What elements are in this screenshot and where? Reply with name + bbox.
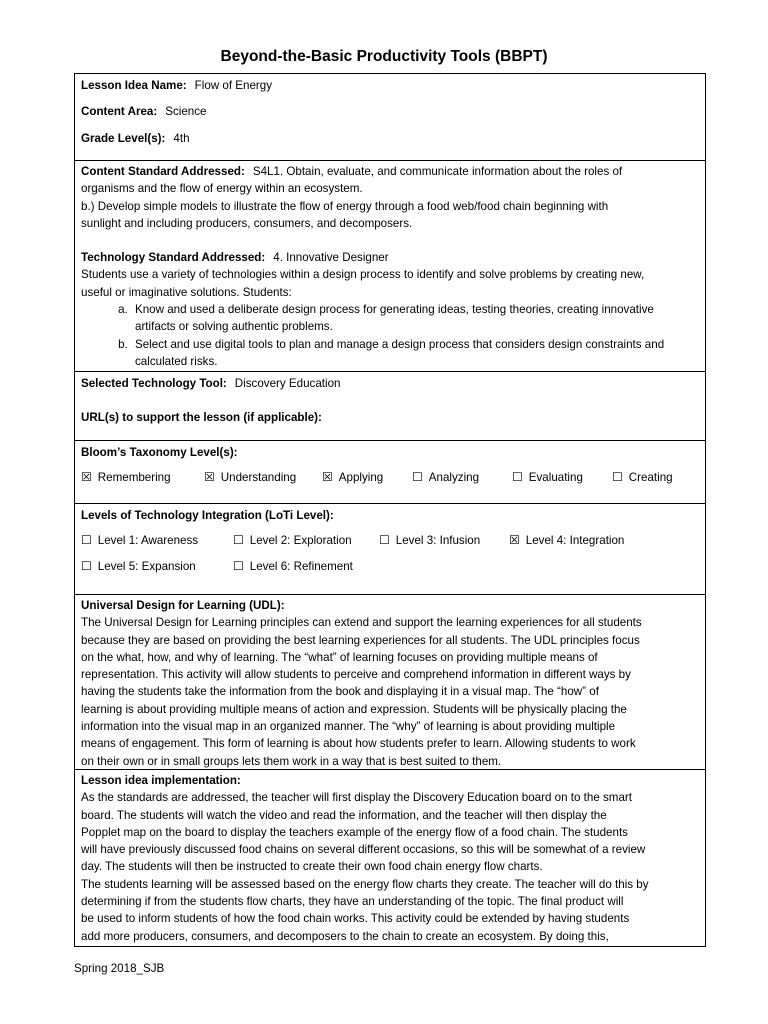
checkbox-evaluating[interactable] <box>512 469 612 486</box>
tech-standard-value: 4. Innovative Designer <box>273 251 389 265</box>
checkbox-empty-icon: ☐ <box>379 533 390 548</box>
checkbox-empty-icon: ☐ <box>233 533 244 548</box>
grade-value: 4th <box>173 131 190 145</box>
checkbox-label: Level 3: Infusion <box>395 534 481 548</box>
checkbox-level-5[interactable] <box>81 558 233 575</box>
content-standard-b-line: sunlight and including producers, consumers, and decomposers. <box>81 216 413 230</box>
implementation-line: As the standards are addressed, the teacher will first display the Discovery Education board on to the smart <box>81 791 632 805</box>
checkbox-checked-icon: ☒ <box>81 470 92 485</box>
content-standard-label: Content Standard Addressed: <box>81 165 245 178</box>
checkbox-label: Level 6: Refinement <box>249 559 353 573</box>
checkbox-label: Understanding <box>220 471 297 485</box>
loti-options-row-2 <box>81 558 699 575</box>
implementation-line: be used to inform students of how the food chain works. This activity could be extended by having students <box>81 912 630 926</box>
checkbox-empty-icon: ☐ <box>233 558 244 573</box>
content-standard-line: S4L1. Obtain, evaluate, and communicate information about the roles of <box>252 165 623 178</box>
lesson-info-cell <box>75 74 705 161</box>
implementation-line: Popplet map on the board to display the teachers example of the energy flow of a food chain. The students <box>81 825 628 839</box>
checkbox-empty-icon: ☐ <box>81 533 92 548</box>
list-item-line: Know and used a deliberate design process for generating ideas, testing theories, creating innovative <box>135 303 654 317</box>
content-standard-line: organisms and the flow of energy within an ecosystem. <box>81 182 363 196</box>
blooms-cell <box>75 441 705 504</box>
list-item-line: artifacts or solving authentic problems. <box>135 320 333 334</box>
checkbox-label: Analyzing <box>428 471 480 485</box>
tech-standard-list <box>81 301 699 370</box>
implementation-line: day. The students will then be instructed to create their own food chain energy flow charts. <box>81 860 543 874</box>
checkbox-checked-icon: ☒ <box>322 470 333 485</box>
page-title: Beyond-the-Basic Productivity Tools (BBPT) <box>220 48 548 65</box>
blooms-options <box>81 469 699 486</box>
udl-line: representation. This activity will allow students to perceive and comprehend information in different ways by <box>81 668 631 682</box>
udl-line: information into the visual map in an organized manner. The “why” of learning is about providing multiple <box>81 720 616 734</box>
implementation-line: The students learning will be assessed based on the energy flow charts they create. The teacher will do this by <box>81 877 649 891</box>
lesson-table <box>74 73 706 947</box>
checkbox-creating[interactable] <box>612 469 673 486</box>
checkbox-label: Applying <box>338 471 384 485</box>
checkbox-label: Remembering <box>97 471 171 485</box>
checkbox-checked-icon: ☒ <box>204 470 215 485</box>
checkbox-checked-icon: ☒ <box>509 533 520 548</box>
checkbox-label: Level 2: Exploration <box>249 534 352 548</box>
url-label: URL(s) to support the lesson (if applicable): <box>81 411 322 425</box>
checkbox-analyzing[interactable] <box>412 469 512 486</box>
tech-standard-label: Technology Standard Addressed: <box>81 251 266 265</box>
checkbox-empty-icon: ☐ <box>612 470 623 485</box>
checkbox-remembering[interactable] <box>81 469 204 486</box>
list-item <box>131 336 699 371</box>
list-item-line: calculated risks. <box>135 354 218 368</box>
blooms-label: Bloom’s Taxonomy Level(s): <box>81 446 238 459</box>
loti-cell <box>75 504 705 595</box>
udl-line: on their own or in small groups lets them work in a way that is best suited to them. <box>81 754 502 768</box>
checkbox-level-2[interactable] <box>233 532 379 549</box>
checkbox-empty-icon: ☐ <box>512 470 523 485</box>
udl-line: because they are based on providing the best learning experiences for all students. The UDL principles focus <box>81 633 640 647</box>
tool-label: Selected Technology Tool: <box>81 377 227 390</box>
content-area-value: Science <box>165 105 207 119</box>
checkbox-level-4[interactable] <box>509 532 624 549</box>
checkbox-level-1[interactable] <box>81 532 233 549</box>
loti-options-row-1 <box>81 532 699 549</box>
checkbox-label: Level 4: Integration <box>525 534 625 548</box>
udl-line: The Universal Design for Learning principles can extend and support the learning experiences for all students <box>81 616 642 630</box>
udl-label: Universal Design for Learning (UDL): <box>81 599 285 612</box>
checkbox-empty-icon: ☐ <box>412 470 423 485</box>
implementation-label: Lesson idea implementation: <box>81 774 241 787</box>
content-standard-b-line: b.) Develop simple models to illustrate the flow of energy through a food web/food chain beginning with <box>81 199 609 213</box>
technology-tool-cell <box>75 372 705 441</box>
udl-cell <box>75 595 705 770</box>
page-footer: Spring 2018_SJB <box>74 962 165 975</box>
tech-standard-line: useful or imaginative solutions. Students: <box>81 285 292 299</box>
udl-line: on the what, how, and why of learning. The “what” of learning focuses on providing multiple means of <box>81 650 598 664</box>
content-area-label: Content Area: <box>81 105 158 119</box>
checkbox-label: Evaluating <box>528 471 583 485</box>
udl-line: means of engagement. This form of learning is about how students prefer to learn. Allowing students to work <box>81 737 636 751</box>
implementation-line: board. The students will watch the video and read the information, and the teacher will then display the <box>81 808 607 822</box>
udl-line: learning is about providing multiple means of action and expression. Students will be physically placing the <box>81 702 627 716</box>
tool-value: Discovery Education <box>234 377 341 390</box>
checkbox-applying[interactable] <box>322 469 412 486</box>
tech-standard-line: Students use a variety of technologies within a design process to identify and solve problems by creating new, <box>81 268 645 282</box>
implementation-line: determining if from the students flow charts, they have an understanding of the topic. The final product will <box>81 895 624 909</box>
idea-name-value: Flow of Energy <box>194 79 272 92</box>
implementation-line: add more producers, consumers, and decomposers to the chain to create an ecosystem. By doing this, <box>81 929 609 943</box>
implementation-line: will have previously discussed food chains on several different occasions, so this will be somewhat of a review <box>81 843 646 857</box>
checkbox-label: Creating <box>628 471 673 485</box>
checkbox-level-6[interactable] <box>233 558 353 575</box>
checkbox-understanding[interactable] <box>204 469 322 486</box>
grade-label: Grade Level(s): <box>81 131 166 145</box>
checkbox-level-3[interactable] <box>379 532 509 549</box>
implementation-cell <box>75 770 705 947</box>
list-item <box>131 301 699 336</box>
checkbox-label: Level 5: Expansion <box>97 559 196 573</box>
standards-cell <box>75 161 705 372</box>
udl-line: having the students take the information from the book and displaying it in a visual map. The “how” of <box>81 685 599 699</box>
checkbox-empty-icon: ☐ <box>81 558 92 573</box>
list-item-line: Select and use digital tools to plan and manage a design process that considers design constraints and <box>135 337 665 351</box>
checkbox-label: Level 1: Awareness <box>97 534 199 548</box>
loti-label: Levels of Technology Integration (LoTi Level): <box>81 509 334 522</box>
idea-name-label: Lesson Idea Name: <box>81 79 187 92</box>
